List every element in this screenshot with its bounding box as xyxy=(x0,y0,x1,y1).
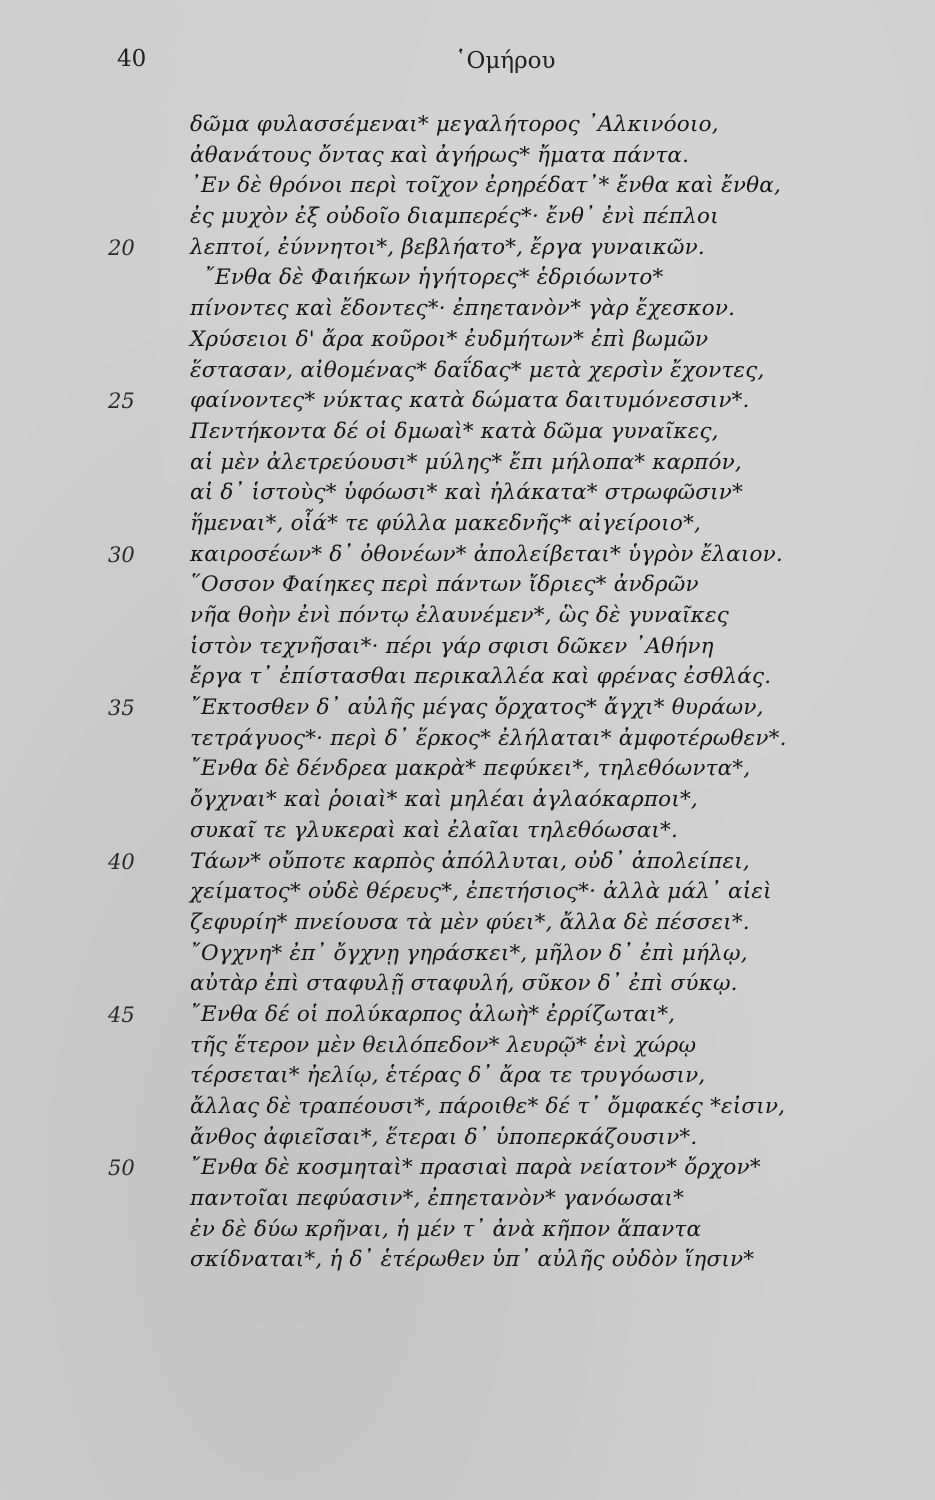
verse-text: ῞Οσσον Φαίηκες περὶ πάντων ἴδριες* ἀνδρῶν xyxy=(190,572,699,598)
verse-line xyxy=(0,1153,935,1184)
verse-text: καιροσέων* δ᾿ ὀθονέων* ἀπολείβεται* ὑγρὸν ἔλαιον. xyxy=(190,541,783,567)
verse-block xyxy=(0,110,935,1276)
verse-text: δῶμα φυλασσέμεναι* μεγαλήτορος ᾿Αλκινόοιο, xyxy=(190,112,719,137)
verse-line xyxy=(0,693,935,724)
line-number: 45 xyxy=(108,1002,135,1027)
verse-text: ὄγχναι* καὶ ῥοιαὶ* καὶ μηλέαι ἀγλαόκαρποι*, xyxy=(190,787,698,813)
verse-text: ζεφυρίη* πνείουσα τὰ μὲν φύει*, ἄλλα δὲ πέσσει*. xyxy=(190,909,750,935)
verse-text: ῎Ενθα δέ οἱ πολύκαρπος ἀλωὴ* ἐρρίζωται*, xyxy=(190,1001,676,1027)
verse-line xyxy=(0,171,935,202)
verse-line xyxy=(0,356,935,387)
verse-text: αἱ δ᾿ ἱστοὺς* ὑφόωσι* καὶ ἠλάκατα* στρωφῶσιν* xyxy=(190,480,744,506)
verse-text: πίνοντες καὶ ἔδοντες*· ἐπηετανὸν* γὰρ ἔχεσκον. xyxy=(190,296,736,322)
verse-text: ῎Ενθα δὲ δένδρεα μακρὰ* πεφύκει*, τηλεθόωντα*, xyxy=(190,756,751,782)
verse-line xyxy=(0,1092,935,1123)
verse-line xyxy=(0,417,935,448)
verse-line xyxy=(0,1061,935,1092)
line-number: 40 xyxy=(108,849,135,874)
verse-line xyxy=(0,1215,935,1246)
verse-line xyxy=(0,1245,935,1276)
verse-text: ῎Ενθα δὲ κοσμηταὶ* πρασιαὶ παρὰ νείατον* ὄρχον* xyxy=(190,1155,761,1181)
verse-line xyxy=(0,233,935,264)
verse-text: ῎Ογχνη* ἐπ᾿ ὄγχνῃ γηράσκει*, μῆλον δ᾿ ἐπὶ μήλῳ, xyxy=(190,940,748,966)
verse-text: αἱ μὲν ἀλετρεύουσι* μύλης* ἔπι μήλοπα* καρπόν, xyxy=(190,449,742,475)
verse-line xyxy=(0,478,935,509)
line-number: 50 xyxy=(108,1156,135,1181)
verse-line xyxy=(0,263,935,294)
verse-text: Χρύσειοι δ' ἄρα κοῦροι* ἐυδμήτων* ἐπὶ βωμῶν xyxy=(190,326,709,352)
verse-text: Τάων* οὔποτε καρπὸς ἀπόλλυται, οὐδ᾿ ἀπολείπει, xyxy=(190,848,750,874)
verse-text: τέρσεται* ἠελίῳ, ἑτέρας δ᾿ ἄρα τε τρυγόωσιν, xyxy=(190,1063,706,1089)
verse-text: ἔργα τ᾿ ἐπίστασθαι περικαλλέα καὶ φρένας ἐσθλάς. xyxy=(190,664,772,690)
verse-line xyxy=(0,816,935,847)
verse-line xyxy=(0,540,935,571)
verse-line xyxy=(0,662,935,693)
verse-text: παντοῖαι πεφύασιν*, ἐπηετανὸν* γανόωσαι* xyxy=(190,1186,685,1212)
verse-line xyxy=(0,939,935,970)
verse-line xyxy=(0,325,935,356)
verse-text: ἐς μυχὸν ἐξ οὐδοῖο διαμπερές*· ἔνθ᾿ ἐνὶ πέπλοι xyxy=(190,204,719,230)
page-number: 40 xyxy=(117,46,147,72)
verse-text: ἀθανάτους ὄντας καὶ ἀγήρως* ἤματα πάντα. xyxy=(190,142,690,168)
verse-line xyxy=(0,632,935,663)
verse-text: ᾿Εν δὲ θρόνοι περὶ τοῖχον ἐρηρέδατ᾿* ἔνθα καὶ ἔνθα, xyxy=(190,173,782,199)
verse-text: σκίδναται*, ἡ δ᾿ ἑτέρωθεν ὑπ᾿ αὐλῆς οὐδὸν ἵησιν* xyxy=(190,1247,755,1273)
verse-line xyxy=(0,294,935,325)
verse-text: ῎Εκτοσθεν δ᾿ αὐλῆς μέγας ὄρχατος* ἄγχι* θυράων, xyxy=(190,695,764,721)
verse-text: λεπτοί, ἐύννητοι*, βεβλήατο*, ἔργα γυναικῶν. xyxy=(190,234,705,260)
verse-text: ἕστασαν, αἰθομένας* δαΐδας* μετὰ χερσὶν ἔχοντες, xyxy=(190,357,765,383)
verse-text: ἐν δὲ δύω κρῆναι, ἡ μέν τ᾿ ἀνὰ κῆπον ἅπαντα xyxy=(190,1216,702,1242)
verse-line xyxy=(0,141,935,172)
verse-line xyxy=(0,908,935,939)
verse-line xyxy=(0,847,935,878)
verse-line xyxy=(0,509,935,540)
verse-line xyxy=(0,570,935,601)
verse-text: τῆς ἕτερον μὲν θειλόπεδον* λευρῷ* ἐνὶ χώρῳ xyxy=(190,1032,697,1058)
verse-text: ἄνθος ἀφιεῖσαι*, ἕτεραι δ᾿ ὑποπερκάζουσιν*. xyxy=(190,1124,698,1150)
line-number: 20 xyxy=(108,235,135,260)
verse-line xyxy=(0,110,935,141)
verse-line xyxy=(0,754,935,785)
verse-line xyxy=(0,724,935,755)
verse-line xyxy=(0,1000,935,1031)
verse-line xyxy=(0,386,935,417)
verse-line xyxy=(0,1123,935,1154)
line-number: 30 xyxy=(108,542,135,567)
line-number: 25 xyxy=(108,389,135,414)
verse-text: νῆα θοὴν ἐνὶ πόντῳ ἐλαυνέμεν*, ὣς δὲ γυναῖκες xyxy=(190,603,729,628)
verse-line xyxy=(0,1184,935,1215)
verse-line xyxy=(0,601,935,632)
verse-text: χείματος* οὐδὲ θέρευς*, ἐπετήσιος*· ἀλλὰ μάλ᾿ αἰεὶ xyxy=(190,879,772,905)
verse-text: ῎Ενθα δὲ Φαιήκων ἡγήτορες* ἑδριόωντο* xyxy=(204,265,664,291)
line-number: 35 xyxy=(108,696,135,721)
verse-line xyxy=(0,877,935,908)
verse-text: αὐτὰρ ἐπὶ σταφυλῇ σταφυλή, σῦκον δ᾿ ἐπὶ σύκῳ. xyxy=(190,971,738,997)
running-head: ῾Ομήρου xyxy=(455,48,556,74)
verse-text: τετράγυος*· περὶ δ᾿ ἕρκος* ἐλήλαται* ἀμφοτέρωθεν*. xyxy=(190,725,787,751)
verse-text: Πεντήκοντα δέ οἱ δμωαὶ* κατὰ δῶμα γυναῖκες, xyxy=(190,418,719,444)
verse-line xyxy=(0,785,935,816)
verse-line xyxy=(0,202,935,233)
verse-text: ἥμεναι*, οἷά* τε φύλλα μακεδνῆς* αἰγείροιο*, xyxy=(190,510,702,536)
verse-text: συκαῖ τε γλυκεραὶ καὶ ἐλαῖαι τηλεθόωσαι*. xyxy=(190,817,679,843)
page-header xyxy=(0,40,935,80)
verse-text: ἄλλας δὲ τραπέουσι*, πάροιθε* δέ τ᾿ ὄμφακές *εἰσιν, xyxy=(190,1094,786,1119)
verse-text: ἱστὸν τεχνῆσαι*· πέρι γάρ σφισι δῶκεν ᾿Αθήνη xyxy=(190,633,714,659)
verse-line xyxy=(0,969,935,1000)
verse-line xyxy=(0,1031,935,1062)
verse-line xyxy=(0,448,935,479)
verse-text: φαίνοντες* νύκτας κατὰ δώματα δαιτυμόνεσσιν*. xyxy=(190,388,750,414)
